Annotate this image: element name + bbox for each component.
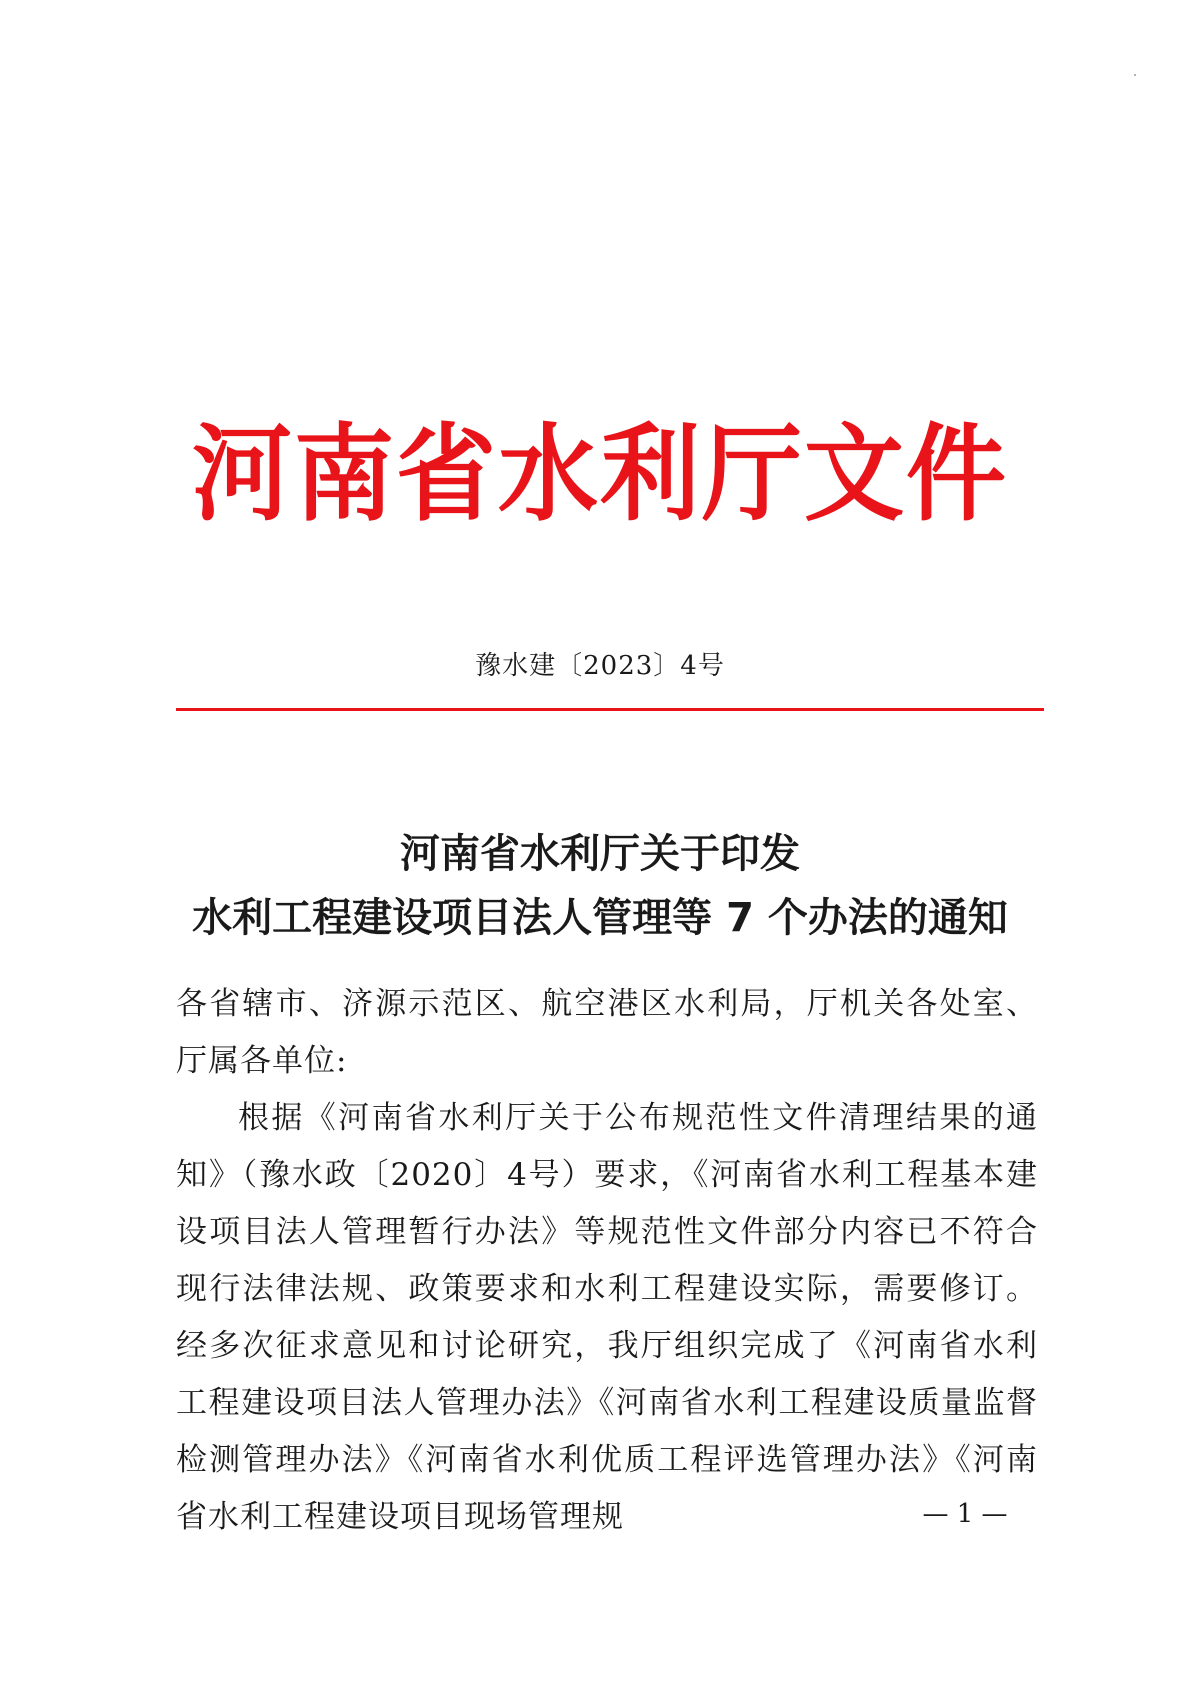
notice-body <box>176 976 1038 1546</box>
agency-header-title: 河南省水利厅文件 <box>192 413 1008 536</box>
notice-title-line-1: 河南省水利厅关于印发 <box>400 831 800 877</box>
document-number: 豫水建〔2023〕4号 <box>475 651 725 681</box>
notice-title <box>0 822 1200 950</box>
red-divider-line <box>176 708 1044 711</box>
page-number: — 1 — <box>922 1499 1008 1529</box>
scan-speck <box>1134 74 1136 76</box>
recipients: 各省辖市、济源示范区、航空港区水利局，厅机关各处室、厅属各单位: <box>176 986 1038 1079</box>
notice-title-line-2: 水利工程建设项目法人管理等 7 个办法的通知 <box>192 895 1008 941</box>
body-paragraph-1: 根据《河南省水利厅关于公布规范性文件清理结果的通知》（豫水政〔2020〕4号）要求，《河南省水利工程基本建设项目法人管理暂行办法》等规范性文件部分内容已不符合现行法律法规、政策要求和水利工程建设实际，需要修订。经多次征求意见和讨论研究，我厅组织完成了《河南省水利工程建设项目法人管理办法》《河南省水利工程建设质量监督检测管理办法》《河南省水利优质工程评选管理办法》《河南省水利工程建设项目现场管理规 <box>176 1100 1038 1535</box>
